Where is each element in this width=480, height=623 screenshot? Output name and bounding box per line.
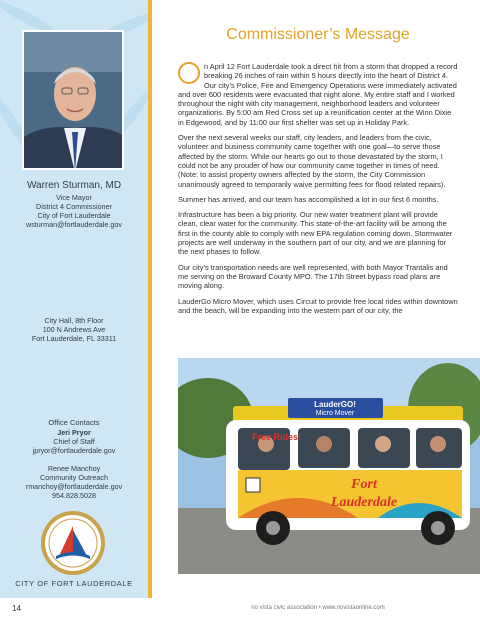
commissioner-email[interactable]: wsturman@fortlauderdale.gov	[26, 220, 122, 229]
city-seal-icon	[40, 510, 106, 576]
article-body	[178, 62, 458, 321]
sidebar	[0, 0, 152, 598]
article-paragraph: Our city’s transportation needs are well represented, with both Mayor Trantalis and me serving on the Broward County MPO. The 17th Street bypass road plans are moving along.	[178, 262, 448, 291]
address-line: City Hall, 8th Floor	[44, 316, 104, 325]
address-line: 100 N Andrews Ave	[42, 325, 106, 334]
cart-sign-line1: LauderGO!	[314, 400, 356, 409]
contact-email[interactable]: rmanchoy@fortlauderdale.gov	[25, 482, 123, 491]
cart-side-text2: Fort	[351, 477, 377, 492]
article-paragraph: n April 12 Fort Lauderdale took a direct hit from a storm that dropped a record breaking 26 inches of rain within 5 hours directly into the heart of District 4. Our city’s Police, Fire and Emergency Operations were immediately activated and over 600 residents were evacuated that night alone. My entire staff and I worked throughout the night with city management, neighborhood leaders and volunteer organizations. By 5:00 am Red Cross set up a reunification center at the Winn Dixie in Edgewood, and by 11:00 our first shelter was set up in Holiday Park.	[178, 62, 458, 127]
cart-side-text1: Free Rides!	[252, 432, 302, 442]
commissioner-district: District 4 Commissioner	[36, 202, 112, 211]
address-line: Fort Lauderdale, FL 33311	[31, 334, 117, 343]
article-paragraph: Summer has arrived, and our team has accomplished a lot in our first 6 months.	[178, 194, 439, 204]
cart-side-text3: Lauderdale	[330, 495, 398, 510]
contact-name: Jeri Pryor	[57, 428, 91, 437]
commissioner-name: Warren Sturman, MD	[26, 180, 122, 191]
commissioner-bio	[0, 180, 148, 229]
cart-sign-line2: Micro Mover	[315, 410, 355, 417]
micro-mover-photo	[178, 358, 480, 574]
office-contacts	[0, 418, 148, 500]
contact-email[interactable]: jpryor@fortlauderdale.gov	[32, 446, 116, 455]
dropcap-o-icon	[178, 62, 200, 84]
city-label: CITY OF FORT LAUDERDALE	[15, 579, 133, 588]
commissioner-photo	[22, 30, 124, 170]
commissioner-city: City of Fort Lauderdale	[37, 211, 111, 220]
commissioner-title: Vice Mayor	[56, 193, 92, 202]
article-paragraph: Infrastructure has been a big priority. Our new water treatment plant will provide clean, clear water for the community. This state-of-the-art facility will be among the first in the county able to comply with new EPA regulation coming down. Stormwater projects are well underway in the southern part of our city, and we are planning for the next phases to follow.	[178, 210, 453, 257]
page-title: Commissioner’s Message	[226, 26, 410, 43]
page-number: 14	[12, 604, 21, 613]
contact-phone: 954.828.5028	[52, 491, 96, 500]
office-address	[0, 316, 148, 343]
article-paragraph: Over the next several weeks our staff, city leaders, and leaders from the civic, volunteer and business community came together with one goal—to serve those affected by the storm. While our hearts go out to those devastated by the storm, I could not be any prouder of how our community came together in times of need. (Note: to assist property owners affected by the storm, the City Commission unanimously agreed to temporarily waive permitting fees for flood related repairs).	[178, 133, 446, 189]
contact-role: Chief of Staff	[53, 437, 95, 446]
contact-role: Community Outreach	[40, 473, 108, 482]
footer-text: rio vista civic association • www.riovistaonline.com	[251, 605, 385, 611]
article-paragraph: LauderGo Micro Mover, which uses Circuit to provide free local rides within downtown and the beach, will be expanding into the western part of our city, the	[178, 296, 458, 315]
contact-name: Renee Manchoy	[47, 464, 101, 473]
contacts-heading: Office Contacts	[48, 418, 100, 427]
